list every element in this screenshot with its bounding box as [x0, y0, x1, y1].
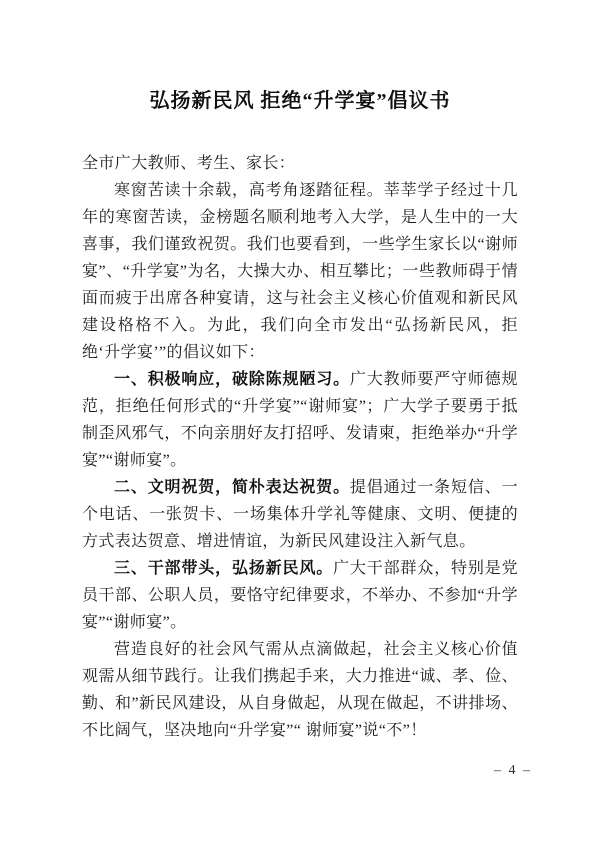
- paragraph-lead: 二、文明祝贺，简朴表达祝贺。: [114, 479, 350, 496]
- paragraph-text: 营造良好的社会风气需从点滴做起，社会主义核心价值观需从细节践行。让我们携起手来，大力推进“诚、孝、俭、勤、和”新民风建设，从自身做起，从现在做起，不讲排场、不比阔气，坚决地向“升学宴”“ 谢师宴”说“不”！: [82, 641, 518, 739]
- paragraph-text: 提倡通过一条短信、一个电话、一张贺卡、一场集体升学礼等健康、文明、便捷的方式表达贺意、增进情谊，为新民风建设注入新气息。: [82, 479, 518, 550]
- paragraph-item-2: [82, 474, 518, 555]
- paragraph-item-3: [82, 555, 518, 636]
- document-body: [82, 150, 518, 744]
- paragraph-text: 广大教师要严守师德规范，拒绝任何形式的“升学宴”“谢师宴”；广大学子要勇于抵制歪风邪气，不向亲朋好友打招呼、发请柬，拒绝举办“升学宴”“谢师宴”。: [82, 371, 518, 469]
- paragraph-text: 寒窗苦读十余载，高考角逐踏征程。莘莘学子经过十几年的寒窗苦读，金榜题名顺利地考入大学，是人生中的一大喜事，我们谨致祝贺。我们也要看到，一些学生家长以“谢师宴”、“升学宴”为名，大操大办、相互攀比；一些教师碍于情面而疲于出席各种宴请，这与社会主义核心价值观和新民风建设格格不入。为此，我们向全市发出“弘扬新民风，拒绝‘升学宴’”的倡议如下：: [82, 182, 518, 361]
- page-number: – 4 –: [494, 763, 532, 778]
- paragraph-closing: [82, 636, 518, 744]
- paragraph-intro: [82, 177, 518, 366]
- paragraph-item-1: [82, 366, 518, 474]
- salutation: 全市广大教师、考生、家长：: [82, 155, 296, 172]
- paragraph-lead: 一、积极响应，破除陈规陋习。: [114, 371, 350, 388]
- paragraph-lead: 三、干部带头，弘扬新民风。: [114, 560, 334, 577]
- paragraph-text: 广大干部群众，特别是党员干部、公职人员，要恪守纪律要求，不举办、不参加“升学宴”“谢师宴”。: [82, 560, 518, 631]
- page-title: 弘扬新民风 拒绝“升学宴”倡议书: [149, 90, 451, 112]
